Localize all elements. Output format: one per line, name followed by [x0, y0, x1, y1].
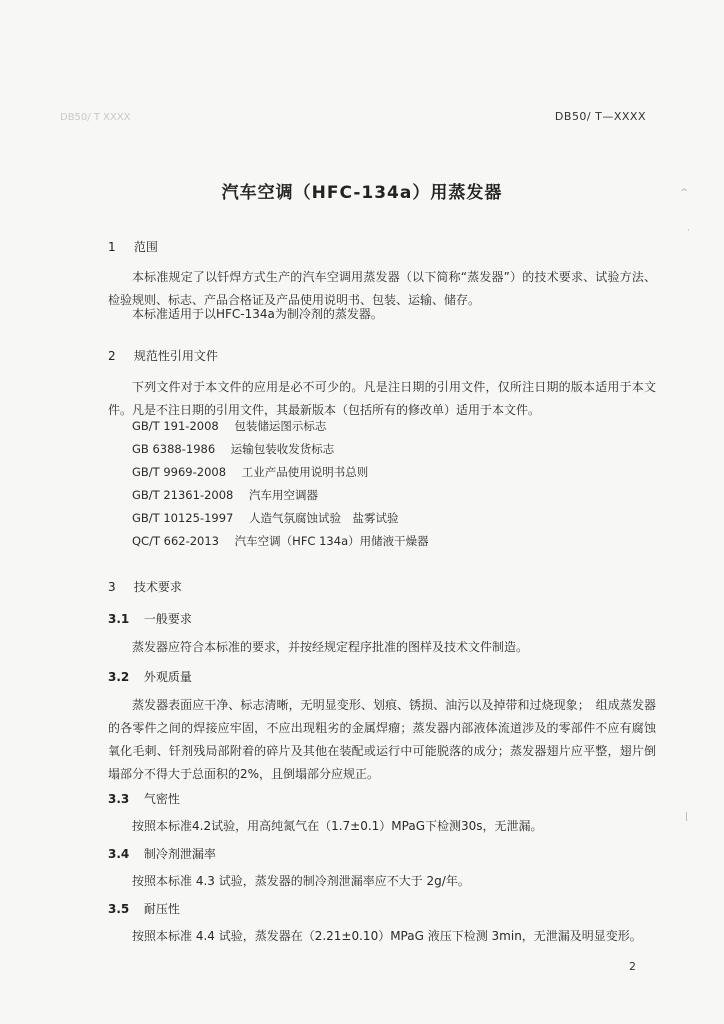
subsection-number: 3.4 [108, 847, 130, 861]
subsection-title: 一般要求 [143, 612, 192, 626]
subsection-heading-3-4 [108, 845, 216, 862]
reference-name: 运输包装收发货标志 [230, 442, 335, 456]
subsection-number: 3.3 [108, 792, 130, 806]
subsection-title: 耐压性 [143, 902, 180, 916]
section-number: 3 [108, 580, 116, 594]
subsection-number: 3.2 [108, 670, 130, 684]
margin-mark: | [684, 812, 688, 822]
subsection-number: 3.5 [108, 902, 130, 916]
subsection-heading-3-5 [108, 900, 180, 917]
section-title: 规范性引用文件 [133, 349, 218, 363]
reference-item [132, 441, 334, 457]
header-faint-code: DB50/ T XXXX [60, 112, 131, 123]
margin-mark: · [687, 226, 690, 236]
reference-item [132, 464, 368, 480]
subsection-paragraph-3-4: 按照本标准 4.3 试验，蒸发器的制冷剂泄漏率应不大于 2g/年。 [132, 874, 470, 888]
reference-code: GB 6388-1986 [132, 442, 216, 456]
standard-code: DB50/ T—XXXX [554, 110, 646, 123]
subsection-number: 3.1 [108, 612, 130, 626]
reference-name: 汽车用空调器 [249, 488, 319, 502]
reference-name: 人造气氛腐蚀试验 盐雾试验 [249, 511, 399, 525]
reference-name: 包装储运图示标志 [234, 419, 327, 433]
section-heading-tech [108, 578, 182, 595]
subsection-paragraph-3-5: 按照本标准 4.4 试验，蒸发器在（2.21±0.10）MPaG 液压下检测 3min，无泄漏及明显变形。 [132, 929, 642, 943]
reference-code: GB/T 21361-2008 [132, 488, 234, 502]
subsection-paragraph-3-2: 蒸发器表面应干净、标志清晰，无明显变形、划痕、锈损、油污以及掉带和过烧现象； 组成蒸发器的各零件之间的焊接应牢固，不应出现粗劣的金属焊瘤；蒸发器内部液体流道涉及的零部件不应有腐蚀氧化毛刺、钎剂残局部附着的碎片及其他在装配或运行中可能脱落的成分；蒸发器翅片应平整，翅片倒塌部分不得大于总面积的2%，且倒塌部分应规正。 [108, 698, 656, 781]
page-number: 2 [629, 960, 636, 973]
document-title: 汽车空调（HFC-134a）用蒸发器 [221, 183, 503, 203]
section-title: 范围 [133, 240, 158, 254]
section-number: 1 [108, 240, 116, 254]
reference-item [132, 418, 326, 434]
subsection-heading-3-1 [108, 610, 192, 627]
reference-name: 汽车空调（HFC 134a）用储液干燥器 [234, 534, 429, 548]
subsection-heading-3-2 [108, 668, 192, 685]
section-heading-scope [108, 238, 158, 255]
reference-code: GB/T 9969-2008 [132, 465, 227, 479]
reference-item [132, 510, 399, 526]
reference-item [132, 487, 318, 503]
subsection-heading-3-3 [108, 790, 180, 807]
subsection-paragraph-3-1: 蒸发器应符合本标准的要求，并按经规定程序批准的图样及技术文件制造。 [132, 640, 529, 654]
subsection-title: 气密性 [143, 792, 180, 806]
normative-paragraph: 下列文件对于本文件的应用是必不可少的。凡是注日期的引用文件，仅所注日期的版本适用于本文件。凡是不注日期的引用文件，其最新版本（包括所有的修改单）适用于本文件。 [108, 380, 656, 417]
scope-paragraph-1: 本标准规定了以钎焊方式生产的汽车空调用蒸发器（以下简称“蒸发器”）的技术要求、试验方法、检验规则、标志、产品合格证及产品使用说明书、包装、运输、储存。 [108, 270, 656, 307]
section-heading-normative [108, 347, 218, 364]
subsection-title: 制冷剂泄漏率 [143, 847, 216, 861]
reference-code: GB/T 191-2008 [132, 419, 219, 433]
section-number: 2 [108, 349, 116, 363]
section-title: 技术要求 [133, 580, 182, 594]
reference-code: QC/T 662-2013 [132, 534, 220, 548]
scope-paragraph-2: 本标准适用于以HFC-134a为制冷剂的蒸发器。 [132, 307, 383, 321]
subsection-title: 外观质量 [143, 670, 192, 684]
reference-name: 工业产品使用说明书总则 [241, 465, 369, 479]
reference-item [132, 533, 429, 549]
reference-code: GB/T 10125-1997 [132, 511, 234, 525]
subsection-paragraph-3-3: 按照本标准4.2试验，用高纯氮气在（1.7±0.1）MPaG下检测30s，无泄漏。 [132, 819, 543, 833]
margin-mark: ^ [680, 188, 688, 198]
